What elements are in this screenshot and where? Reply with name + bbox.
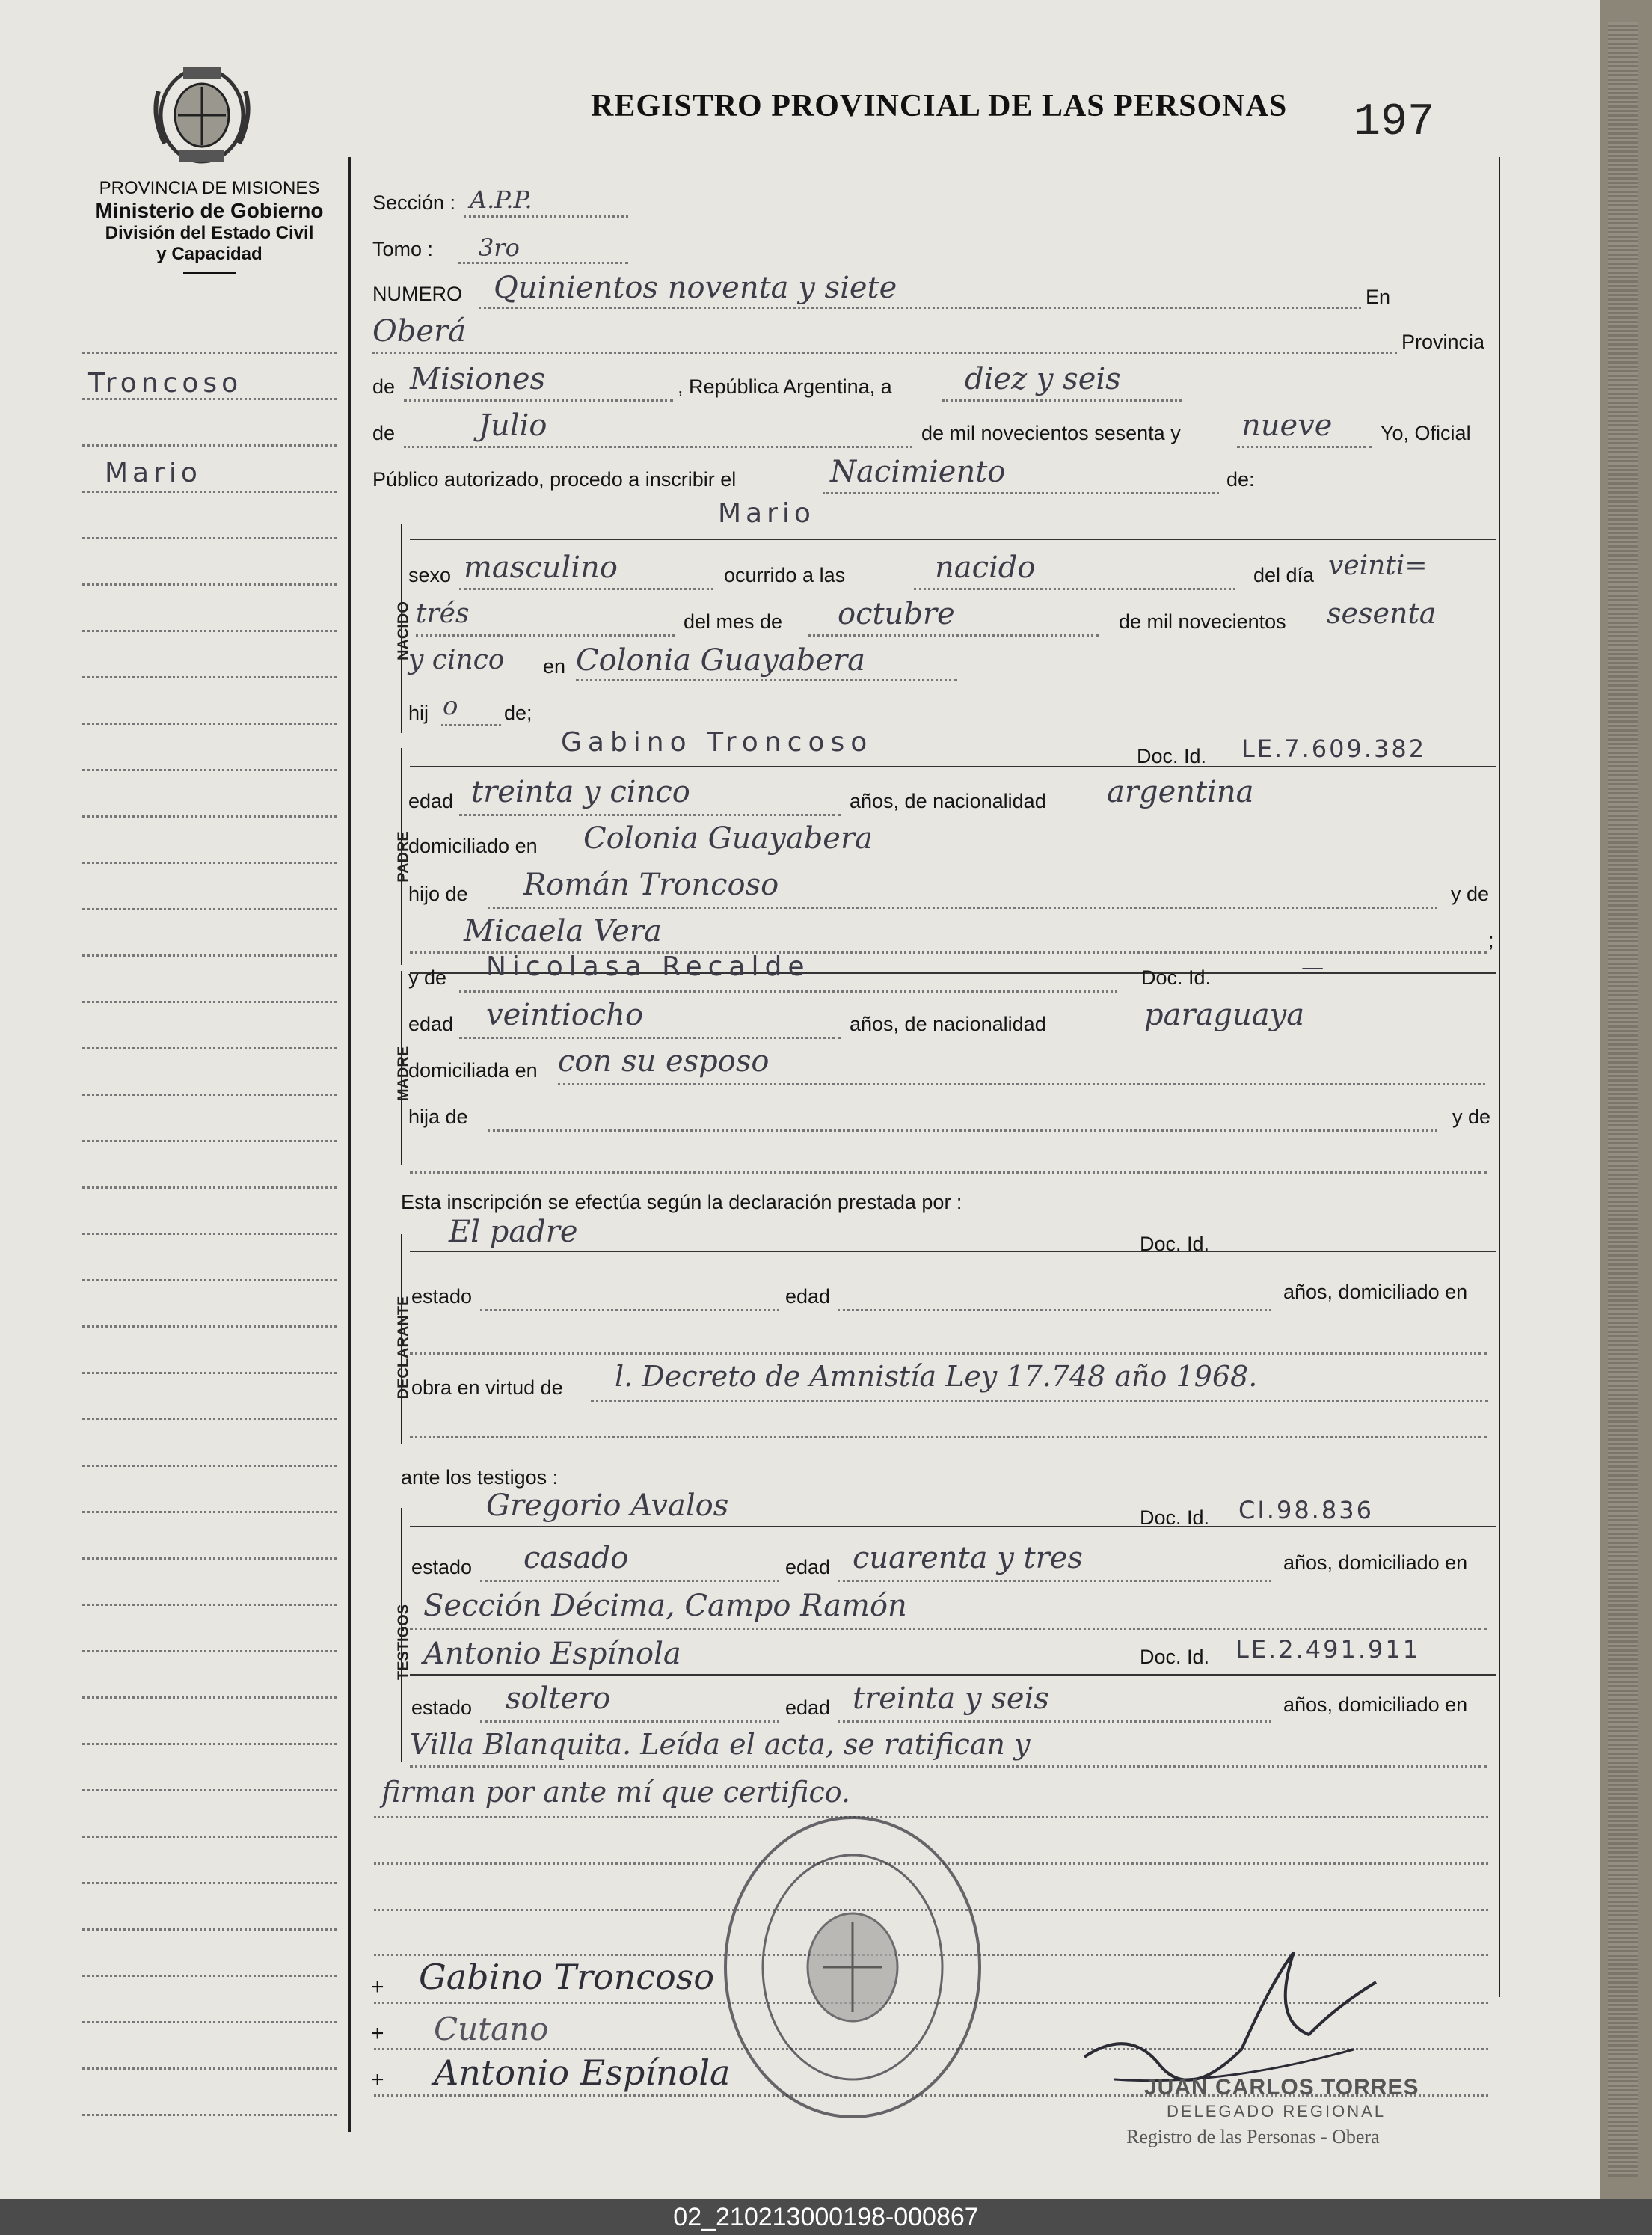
madre-doc-label: Doc. Id.	[1141, 966, 1212, 989]
ministry-name: Ministerio de Gobierno	[95, 199, 324, 222]
signature-father: Gabino Troncoso	[419, 1957, 715, 1997]
anio-label: de mil novecientos	[1119, 610, 1286, 633]
margin-line	[82, 1696, 337, 1699]
margin-line	[82, 583, 337, 586]
padre-name-line	[410, 766, 1496, 767]
madre-anios-label: años, de nacionalidad	[850, 1013, 1046, 1035]
provincia-label: Provincia	[1401, 331, 1485, 353]
seccion-value: A.P.P.	[470, 186, 532, 214]
declarante-name-line	[410, 1251, 1496, 1252]
margin-line	[82, 1325, 337, 1328]
margin-line	[82, 2114, 337, 2116]
province-value: Misiones	[410, 362, 546, 396]
oficial-label: Yo, Oficial	[1381, 422, 1471, 444]
testigo1-doc-label: Doc. Id.	[1140, 1506, 1210, 1529]
madre-section-label: MADRE	[395, 1046, 412, 1102]
padre-madre-value: Micaela Vera	[464, 914, 662, 948]
declarante-name: El padre	[449, 1215, 578, 1249]
margin-line	[82, 954, 337, 957]
padre-nacionalidad-value: argentina	[1107, 775, 1254, 809]
madre-yde-label: y de	[408, 966, 447, 989]
margin-line	[82, 676, 337, 678]
year-label: de mil novecientos sesenta y	[921, 422, 1181, 444]
seccion-line	[464, 215, 628, 218]
testigo2-edad-line	[838, 1720, 1271, 1723]
padre-hijo-de-value: Román Troncoso	[523, 868, 779, 902]
registry-title: REGISTRO PROVINCIAL DE LAS PERSONAS	[591, 89, 1288, 123]
margin-line	[82, 2021, 337, 2023]
margin-line	[82, 537, 337, 539]
padre-edad-line	[459, 814, 841, 816]
act-line	[823, 492, 1219, 494]
official-title: DELEGADO REGIONAL	[1167, 2102, 1387, 2121]
tomo-line	[458, 262, 628, 264]
padre-edad-value: treinta y cinco	[471, 775, 690, 809]
margin-line	[82, 1604, 337, 1606]
margin-line	[82, 1418, 337, 1420]
testigos-section-label: TESTIGOS	[395, 1604, 412, 1681]
margin-line	[82, 862, 337, 864]
margin-line	[82, 444, 337, 447]
padre-yde-label: y de	[1451, 883, 1490, 905]
declarante-section-label: DECLARANTE	[395, 1296, 412, 1399]
margin-line	[82, 1279, 337, 1281]
official-seal-icon	[718, 1810, 987, 2124]
numero-label: NUMERO	[372, 283, 462, 305]
testigo2-estado: soltero	[506, 1681, 611, 1716]
declarante-blank-line	[410, 1436, 1487, 1438]
tomo-label: Tomo :	[372, 238, 434, 260]
padre-domicilio-value: Colonia Guayabera	[583, 821, 873, 856]
margin-line	[82, 1743, 337, 1745]
dia-cont-line	[416, 634, 675, 637]
declarante-obra-line	[591, 1400, 1488, 1402]
madre-yde2-label: y de	[1452, 1106, 1491, 1128]
declarante-domicilio-line	[410, 1352, 1487, 1355]
republica-label: , República Argentina, a	[678, 375, 892, 398]
image-id-footer: 02_210213000198-000867	[0, 2199, 1652, 2235]
signature-witness-1: Cutano	[434, 2011, 549, 2047]
declarante-edad-line	[838, 1309, 1271, 1311]
madre-domicilio-line	[558, 1083, 1485, 1085]
margin-line	[82, 491, 337, 493]
madre-blank-line	[410, 1171, 1487, 1174]
numero-value: Quinientos noventa y siete	[494, 271, 897, 305]
testigo2-domicilio-line	[410, 1765, 1487, 1768]
sexo-value: masculino	[464, 551, 618, 585]
testigo1-domicilio-line	[410, 1628, 1487, 1630]
margin-line	[82, 769, 337, 771]
testigo2-doc-label: Doc. Id.	[1140, 1646, 1210, 1668]
nacido-section-label: NACIDO	[395, 601, 412, 660]
page-number: 197	[1354, 97, 1435, 148]
testigo1-edad-line	[838, 1580, 1271, 1582]
dia-value-cont: trés	[416, 598, 470, 629]
ministry-block	[67, 178, 351, 274]
year-value: nueve	[1241, 408, 1333, 443]
margin-line	[82, 1233, 337, 1235]
signature-mark-1: +	[371, 1975, 384, 1999]
margin-line	[82, 1836, 337, 1838]
testigo1-name-line	[410, 1526, 1496, 1527]
nacido-name-line	[410, 539, 1496, 540]
declarante-doc-label: Doc. Id.	[1140, 1233, 1210, 1255]
coat-of-arms-icon	[150, 61, 254, 170]
place-line	[372, 352, 1397, 354]
testigo1-anios-label: años, domiciliado en	[1283, 1551, 1468, 1574]
signature-mark-2: +	[371, 2021, 384, 2046]
margin-line	[82, 2067, 337, 2070]
madre-hija-de-line	[488, 1129, 1437, 1132]
margin-line	[82, 1882, 337, 1884]
testigo2-edad-label: edad	[785, 1696, 831, 1719]
padre-section-label: PADRE	[395, 831, 412, 883]
padre-anios-label: años, de nacionalidad	[850, 790, 1046, 812]
declarante-edad-label: edad	[785, 1285, 831, 1307]
testigo1-doc: CI.98.836	[1238, 1496, 1374, 1524]
en-label: En	[1366, 286, 1391, 308]
official-name: JUAN CARLOS TORRES	[1144, 2075, 1419, 2100]
testigo1-estado-label: estado	[411, 1556, 473, 1578]
right-border	[1499, 157, 1500, 1997]
padre-edad-label: edad	[408, 790, 454, 812]
de3-label: de:	[1226, 468, 1255, 491]
province-line	[404, 399, 673, 402]
margin-line	[82, 1047, 337, 1049]
margin-line	[82, 1928, 337, 1931]
declarante-anios-label: años, domiciliado en	[1283, 1281, 1468, 1303]
book-spine-texture	[1608, 22, 1638, 2177]
signature-witness-2: Antonio Espínola	[434, 2052, 731, 2093]
ministry-division: División del Estado Civil	[105, 223, 314, 243]
tomo-value: 3ro	[479, 233, 520, 262]
closing-text: firman por ante mí que certifico.	[381, 1776, 851, 1809]
testigos-intro: ante los testigos :	[401, 1466, 559, 1489]
testigo1-estado: casado	[523, 1541, 629, 1575]
birthplace-line	[576, 679, 957, 681]
padre-semicolon: ;	[1488, 929, 1494, 951]
margin-name: Mario	[105, 458, 202, 488]
madre-edad-value: veintiocho	[486, 998, 644, 1032]
margin-line	[82, 1140, 337, 1142]
hijo-de-label: de;	[504, 702, 532, 724]
seccion-label: Sección :	[372, 191, 456, 214]
de-label: de	[372, 375, 396, 398]
year-line	[1237, 446, 1372, 448]
signature-mark-3: +	[371, 2067, 384, 2092]
hijo-value: o	[443, 691, 458, 721]
ocurrido-value: nacido	[935, 551, 1036, 585]
anio-value: sesenta	[1327, 597, 1437, 630]
testigo1-estado-line	[480, 1580, 779, 1582]
madre-edad-line	[459, 1037, 841, 1039]
month-value: Julio	[479, 408, 547, 443]
madre-name: Nicolasa Recalde	[486, 951, 811, 982]
margin-line	[82, 1511, 337, 1513]
madre-domicilio-label: domiciliada en	[408, 1059, 538, 1082]
ministry-rule	[183, 272, 236, 274]
testigo2-edad: treinta y seis	[853, 1681, 1049, 1716]
mes-value: octubre	[838, 597, 955, 631]
madre-domicilio-value: con su esposo	[558, 1044, 770, 1079]
madre-nacionalidad-value: paraguaya	[1144, 998, 1305, 1032]
place-value: Oberá	[372, 314, 467, 349]
testigo2-name: Antonio Espínola	[423, 1637, 681, 1671]
publico-label: Público autorizado, procedo a inscribir el	[372, 468, 737, 491]
mes-line	[808, 634, 1099, 637]
de2-label: de	[372, 422, 396, 444]
margin-line	[82, 1557, 337, 1560]
birthplace-value: Colonia Guayabera	[576, 643, 865, 678]
testigo1-edad: cuarenta y tres	[853, 1541, 1083, 1575]
margin-line	[82, 1372, 337, 1374]
declarante-intro: Esta inscripción se efectúa según la declaración prestada por :	[401, 1191, 962, 1213]
margin-line	[82, 1650, 337, 1652]
numero-line	[479, 307, 1361, 309]
dia-value: veinti=	[1328, 551, 1428, 581]
month-line	[404, 446, 912, 448]
margin-line	[82, 352, 337, 354]
hijo-label: hij	[408, 702, 429, 724]
declarante-obra-value: l. Decreto de Amnistía Ley 17.748 año 1968.	[615, 1360, 1258, 1393]
testigo2-estado-line	[480, 1720, 779, 1723]
testigo2-anios-label: años, domiciliado en	[1283, 1693, 1468, 1716]
act-value: Nacimiento	[830, 455, 1006, 489]
padre-name: Gabino Troncoso	[561, 727, 873, 758]
margin-line	[82, 1001, 337, 1003]
day-value: diez y seis	[965, 362, 1121, 396]
margin-line	[82, 815, 337, 818]
hijo-line	[441, 724, 501, 726]
margin-line	[82, 908, 337, 910]
ministry-province: PROVINCIA DE MISIONES	[99, 178, 320, 198]
padre-hijo-de-label: hijo de	[408, 883, 468, 905]
dia-label: del día	[1253, 564, 1315, 586]
declarante-estado-line	[480, 1309, 779, 1311]
margin-line	[82, 1789, 337, 1791]
margin-line	[82, 1465, 337, 1467]
anio-value-cont: y cinco	[408, 645, 505, 675]
margin-surname: Troncoso	[88, 368, 243, 399]
padre-doc-value: LE.7.609.382	[1241, 735, 1427, 763]
padre-domicilio-label: domiciliado en	[408, 835, 538, 857]
margin-line	[82, 1975, 337, 1977]
padre-doc-label: Doc. Id.	[1137, 745, 1207, 767]
testigo2-doc: LE.2.491.911	[1235, 1635, 1421, 1664]
sexo-label: sexo	[408, 564, 452, 586]
margin-line	[82, 1094, 337, 1096]
margin-line	[82, 630, 337, 632]
ocurrido-label: ocurrido a las	[724, 564, 846, 586]
day-line	[942, 399, 1182, 402]
ministry-capacity: y Capacidad	[156, 244, 262, 264]
margin-line	[82, 723, 337, 725]
testigo1-edad-label: edad	[785, 1556, 831, 1578]
testigo2-estado-label: estado	[411, 1696, 473, 1719]
padre-hijo-de-line	[488, 907, 1437, 909]
testigo2-name-line	[410, 1674, 1496, 1676]
madre-doc-value: —	[1301, 954, 1324, 981]
official-office: Registro de las Personas - Obera	[1126, 2126, 1380, 2147]
testigo2-domicilio: Villa Blanquita. Leída el acta, se ratifican y	[410, 1728, 1031, 1761]
margin-line	[82, 1186, 337, 1189]
margin-divider	[348, 157, 351, 2132]
testigo1-domicilio: Sección Décima, Campo Ramón	[423, 1589, 907, 1623]
sexo-line	[459, 588, 713, 590]
madre-name-line	[459, 990, 1117, 993]
declarante-obra-label: obra en virtud de	[411, 1376, 563, 1399]
madre-edad-label: edad	[408, 1013, 454, 1035]
madre-hija-de-label: hija de	[408, 1106, 468, 1128]
nacido-name: Mario	[718, 498, 815, 529]
declarante-estado-label: estado	[411, 1285, 473, 1307]
testigo1-name: Gregorio Avalos	[486, 1489, 729, 1523]
en-born-label: en	[543, 655, 566, 678]
ocurrido-line	[914, 588, 1235, 590]
mes-label: del mes de	[684, 610, 783, 633]
